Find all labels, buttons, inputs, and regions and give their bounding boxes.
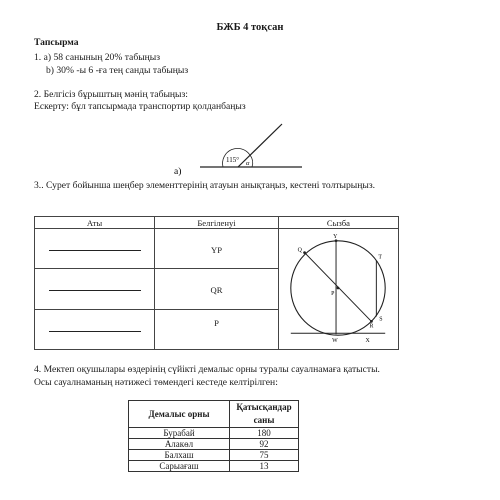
- angle-ray: [238, 124, 282, 167]
- header-drawing: Сызба: [278, 217, 398, 229]
- answer-cell-1[interactable]: [35, 229, 155, 269]
- col-count-header-line1: Қатысқандар: [236, 402, 292, 412]
- label-s: S: [379, 316, 384, 323]
- header-name: Аты: [35, 217, 155, 229]
- question-1a: 1. а) 58 санының 20% табыңыз: [34, 52, 161, 63]
- col-count-header: [230, 401, 299, 428]
- circle-drawing-cell: [278, 229, 398, 350]
- angle-arc-alpha: [250, 155, 253, 167]
- notation-yp: YP: [155, 229, 279, 269]
- rest-places-table: [128, 400, 299, 472]
- label-y: Y: [333, 233, 338, 240]
- place-cell: Балхаш: [129, 450, 230, 461]
- answer-cell-3[interactable]: [35, 309, 155, 349]
- place-cell: Алакөл: [129, 439, 230, 450]
- answer-line-2[interactable]: [49, 280, 141, 291]
- question-4-line2: Осы сауалнаманың нәтижесі төмендегі кестеде келтірілген:: [34, 377, 278, 388]
- question-2-text: 2. Белгісіз бұрыштың мәнің табыңыз:: [34, 89, 188, 100]
- count-cell: 13: [230, 461, 299, 472]
- label-r: R: [369, 323, 374, 330]
- question-2-note: Ескерту: бұл тапсырмада транспортир қолданбаңыз: [34, 101, 246, 112]
- question-3-text: 3.. Сурет бойынша шеңбер элементтерінің атауын анықтаңыз, кестені толтырыңыз.: [34, 180, 376, 191]
- label-q: Q: [298, 247, 303, 254]
- task-heading: Тапсырма: [34, 37, 79, 48]
- notation-qr: QR: [155, 269, 279, 309]
- point-q: [304, 251, 307, 254]
- point-p: [337, 287, 340, 290]
- label-w: W: [332, 338, 339, 345]
- answer-line-1[interactable]: [49, 240, 141, 251]
- circle-elements-table: [34, 216, 399, 350]
- count-cell: 180: [230, 428, 299, 439]
- angle-figure: [0, 110, 500, 180]
- part-a-label: а): [174, 167, 182, 177]
- label-x: X: [365, 338, 371, 345]
- circle-diagram: [279, 229, 397, 347]
- question-1b: b) 30% -ы 6 -ға тең санды табыңыз: [46, 65, 189, 76]
- question-4-line1: 4. Мектеп оқушылары өздерінің сүйікті демалыс орны туралы сауалнамаға қатысты.: [34, 364, 380, 375]
- col-place-header: Демалыс орны: [129, 401, 230, 428]
- label-p: P: [331, 290, 335, 297]
- answer-cell-2[interactable]: [35, 269, 155, 309]
- label-t: T: [378, 254, 383, 261]
- notation-p: P: [155, 309, 279, 349]
- page-title: БЖБ 4 тоқсан: [216, 22, 284, 33]
- alpha-label: α: [246, 160, 250, 167]
- place-cell: Бурабай: [129, 428, 230, 439]
- angle-115-label: 115°: [226, 156, 240, 164]
- answer-line-3[interactable]: [49, 321, 141, 332]
- col-count-header-line2: саны: [253, 415, 275, 425]
- count-cell: 75: [230, 450, 299, 461]
- header-notation: Белгіленуі: [155, 217, 279, 229]
- count-cell: 92: [230, 439, 299, 450]
- place-cell: Сарыағаш: [129, 461, 230, 472]
